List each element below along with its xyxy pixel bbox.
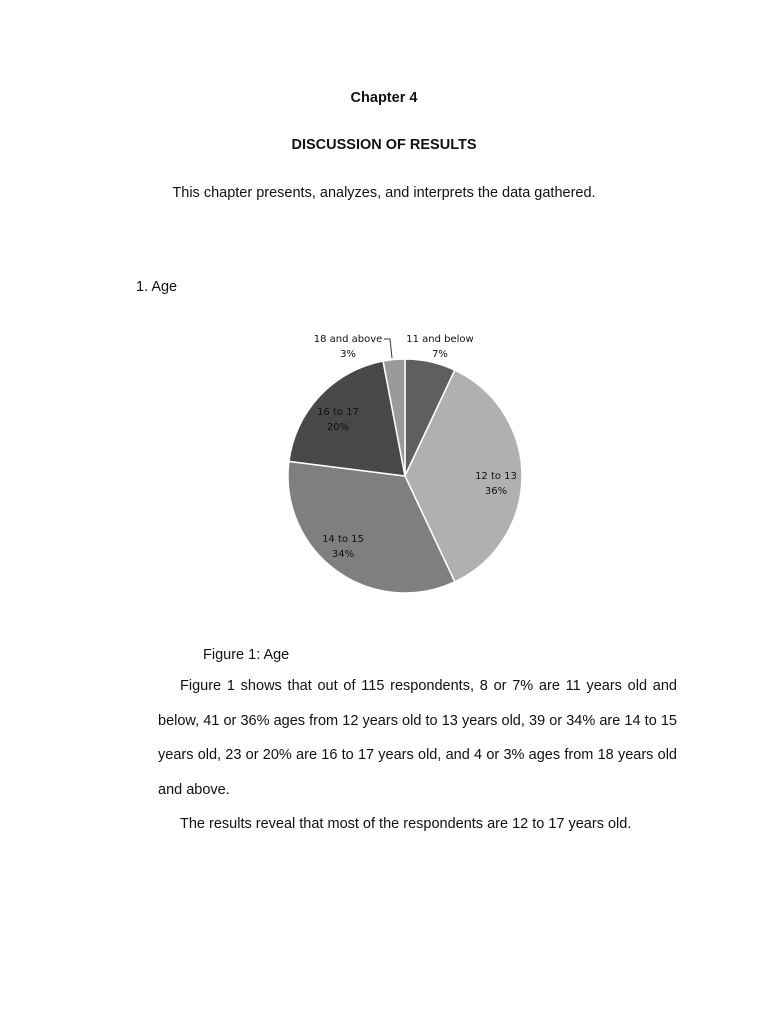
section-heading-age: 1. Age	[136, 279, 178, 295]
conclusion-paragraph: The results reveal that most of the respondents are 12 to 17 years old.	[180, 816, 632, 832]
pie-label-12-to-13: 12 to 13 36%	[475, 471, 517, 497]
chapter-title: Chapter 4	[350, 90, 418, 106]
pie-leader-line	[384, 339, 392, 358]
figure-caption: Figure 1: Age	[203, 647, 290, 663]
intro-text: This chapter presents, analyzes, and interprets the data gathered.	[172, 185, 596, 201]
section-title: DISCUSSION OF RESULTS	[291, 137, 477, 153]
pie-label-16-to-17: 16 to 17 20%	[317, 407, 359, 433]
pie-label-11-and-below: 11 and below 7%	[406, 334, 474, 360]
results-paragraph: Figure 1 shows that out of 115 respondents, 8 or 7% are 11 years old and below, 41 or 36% ages from 12 years old to 13 years old, 39 or 34% are 14 to 15 years old, 23 or 20% are 16 to 17 years old, and 4 or 3% ages from 18 years old and above.	[158, 678, 677, 798]
pie-label-18-and-above: 18 and above 3%	[313, 334, 383, 360]
pie-label-14-to-15: 14 to 15 34%	[322, 534, 364, 560]
age-pie-chart	[280, 325, 530, 605]
